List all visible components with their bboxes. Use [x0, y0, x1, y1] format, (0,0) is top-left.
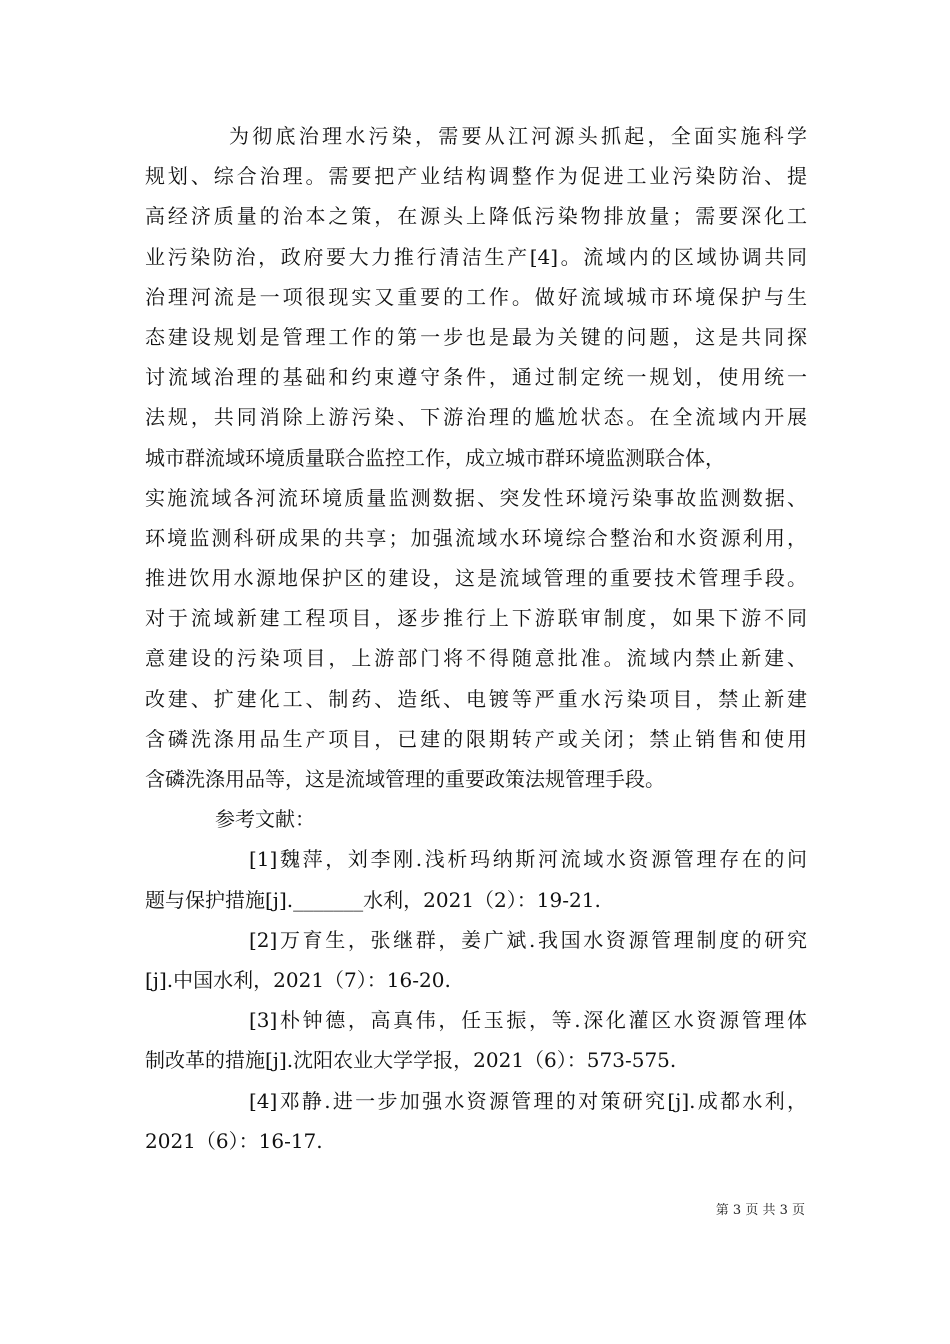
- paragraph-line: 讨流域治理的基础和约束遵守条件，通过制定统一规划，使用统一: [145, 365, 807, 390]
- paragraph-line: 治理河流是一项很现实又重要的工作。做好流域城市环境保护与生: [145, 284, 807, 309]
- paragraph-line: 为彻底治理水污染，需要从江河源头抓起，全面实施科学: [229, 124, 807, 148]
- body-text: [145, 116, 807, 1161]
- paragraph-line: 推进饮用水源地保护区的建设，这是流域管理的重要技术管理手段。: [145, 566, 807, 591]
- reference-2-line-2: [j].中国水利，2021（7）：16-20.: [145, 967, 451, 992]
- paragraph-line: 含磷洗涤用品等，这是流域管理的重要政策法规管理手段。: [145, 767, 665, 791]
- reference-3-line-2: 制改革的措施[j].沈阳农业大学学报，2021（6）：573-575.: [145, 1048, 677, 1073]
- paragraph-line: 城市群流域环境质量联合监控工作，成立城市群环境监测联合体，: [145, 445, 725, 470]
- paragraph-line: 环境监测科研成果的共享；加强流域水环境综合整治和水资源利用，: [145, 525, 807, 550]
- reference-3-line-1: [3]朴钟德，高真伟，任玉振，等.深化灌区水资源管理体: [249, 1008, 807, 1033]
- page-footer: 第 3 页 共 3 页: [715, 1203, 805, 1218]
- paragraph-line: 对于流域新建工程项目，逐步推行上下游联审制度，如果下游不同: [145, 606, 807, 631]
- paragraph-line: 意建设的污染项目，上游部门将不得随意批准。流域内禁止新建、: [145, 646, 807, 671]
- reference-1-line-1: [1]魏萍，刘李刚.浅析玛纳斯河流域水资源管理存在的问: [249, 847, 807, 872]
- reference-4-line-2: 2021（6）：16-17.: [145, 1128, 323, 1153]
- paragraph-line: 态建设规划是管理工作的第一步也是最为关键的问题，这是共同探: [145, 324, 807, 349]
- reference-2-line-1: [2]万育生，张继群，姜广斌.我国水资源管理制度的研究: [249, 927, 807, 952]
- paragraph-line: 高经济质量的治本之策，在源头上降低污染物排放量；需要深化工: [145, 204, 807, 229]
- references-section: [145, 799, 807, 1161]
- paragraph-line: 规划、综合治理。需要把产业结构调整作为促进工业污染防治、提: [145, 164, 807, 189]
- paragraph-line: 业污染防治，政府要大力推行清洁生产[4]。流域内的区域协调共同: [145, 244, 807, 269]
- references-heading: 参考文献：: [215, 807, 315, 832]
- reference-1-line-2: 题与保护措施[j]._______水利，2021（2）：19-21.: [145, 887, 601, 912]
- reference-4-line-1: [4]邓静.进一步加强水资源管理的对策研究[j].成都水利，: [249, 1088, 807, 1113]
- main-paragraph: [145, 116, 807, 799]
- paragraph-line: 实施流域各河流环境质量监测数据、突发性环境污染事故监测数据、: [145, 485, 807, 510]
- paragraph-line: 含磷洗涤用品生产项目，已建的限期转产或关闭；禁止销售和使用: [145, 726, 807, 751]
- paragraph-line: 改建、扩建化工、制药、造纸、电镀等严重水污染项目，禁止新建: [145, 686, 807, 711]
- paragraph-line: 法规，共同消除上游污染、下游治理的尴尬状态。在全流域内开展: [145, 405, 807, 430]
